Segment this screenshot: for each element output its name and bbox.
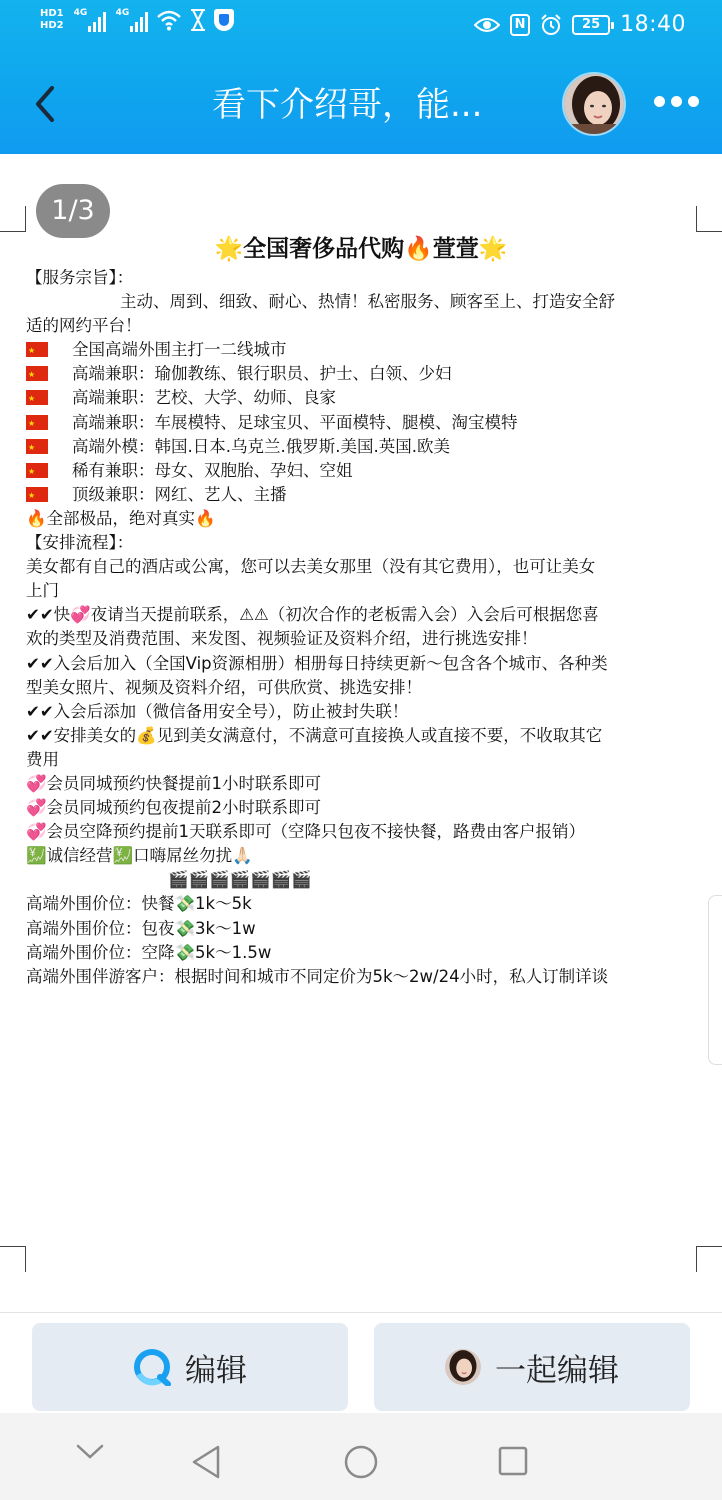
network-type-1: 4G — [73, 8, 88, 18]
system-nav-bar — [0, 1413, 722, 1500]
signal-1-icon — [73, 8, 106, 32]
doc-flag-line — [26, 386, 690, 410]
doc-line: 美女都有自己的酒店或公寓，您可以去美女那里（没有其它费用），也可让美女 — [26, 557, 596, 577]
page-title: 看下介绍哥，能... — [212, 85, 483, 125]
hd-indicator — [40, 8, 64, 32]
doc-flag-line — [26, 459, 690, 483]
clock: 18:40 — [620, 12, 686, 37]
doc-line: 上门 — [26, 581, 59, 601]
doc-line: 主动、周到、细致、耐心、热情！私密服务、顾客至上、打造安全舒 — [120, 292, 615, 312]
china-flag-icon — [26, 487, 48, 502]
doc-line-text: 高端兼职：车展模特、足球宝贝、平面模特、腿模、淘宝模特 — [72, 412, 518, 432]
document-body[interactable] — [26, 266, 690, 989]
doc-flag-line — [26, 338, 690, 362]
wifi-icon — [156, 9, 182, 31]
doc-line: ✔✔入会后加入（全国Vip资源相册）相册每日持续更新～包含各个城市、各种类 — [26, 653, 608, 673]
crop-mark-top-left — [0, 206, 26, 232]
shield-icon — [214, 9, 234, 31]
back-arrow-icon[interactable] — [28, 82, 68, 126]
edit-button-label: 编辑 — [185, 1352, 247, 1389]
avatar-image — [564, 74, 626, 136]
co-edit-button[interactable] — [374, 1323, 690, 1411]
nav-back-icon[interactable] — [190, 1445, 222, 1479]
china-flag-icon — [26, 415, 48, 430]
doc-line: 【服务宗旨】： — [26, 268, 134, 287]
doc-line: 【安排流程】： — [26, 533, 134, 553]
crop-mark-top-right — [696, 206, 722, 232]
doc-line-text: 全国高端外围主打一二线城市 — [72, 340, 287, 360]
doc-line-text: 高端兼职：艺校、大学、幼师、良家 — [72, 388, 336, 408]
doc-line: 欢的类型及消费范围、来发图、视频验证及资料介绍，进行挑选安排！ — [26, 629, 538, 649]
status-right — [474, 12, 686, 37]
doc-line: ✔✔安排美女的💰见到美女满意付，不满意可直接换人或直接不要，不收取其它 — [26, 725, 603, 745]
more-dots-icon[interactable] — [654, 96, 699, 107]
edit-button[interactable] — [32, 1323, 348, 1411]
crop-mark-bottom-right — [696, 1246, 722, 1272]
signal-2-icon — [115, 8, 148, 32]
doc-line: 型美女照片、视频及资料介绍，可供欣赏、挑选安排！ — [26, 677, 422, 697]
china-flag-icon — [26, 342, 48, 357]
nav-recent-icon[interactable] — [498, 1446, 528, 1476]
doc-flag-line — [26, 411, 690, 435]
china-flag-icon — [26, 439, 48, 454]
doc-line: 🎬🎬🎬🎬🎬🎬🎬 — [168, 870, 312, 890]
battery-icon: 25 — [572, 15, 610, 35]
avatar[interactable] — [562, 72, 626, 136]
china-flag-icon — [26, 463, 48, 478]
doc-flag-line — [26, 483, 690, 507]
doc-line: 适的网约平台！ — [26, 316, 142, 336]
doc-line: 高端外围价位：包夜💸3k～1w — [26, 918, 256, 938]
hourglass-icon — [190, 9, 206, 31]
network-type-2: 4G — [115, 8, 130, 18]
scroll-handle[interactable] — [708, 895, 722, 1065]
document-title: 🌟全国奢侈品代购🔥萱萱🌟 — [214, 236, 508, 262]
alarm-icon — [540, 14, 562, 36]
avatar-small — [445, 1349, 481, 1385]
doc-line: 高端外围伴游客户：根据时间和城市不同定价为5k～2w/24小时，私人订制详谈 — [26, 966, 609, 986]
doc-line: ✔✔快💞夜请当天提前联系，⚠⚠（初次合作的老板需入会）入会后可根据您喜 — [26, 605, 599, 625]
hd2-label: HD2 — [40, 20, 64, 31]
doc-line: 💞会员同城预约快餐提前1小时联系即可 — [26, 773, 322, 793]
nav-collapse-icon[interactable] — [76, 1443, 104, 1461]
doc-flag-line — [26, 362, 690, 386]
page-counter: 1/3 — [36, 184, 110, 238]
q-logo-icon — [133, 1348, 171, 1386]
doc-line-text: 稀有兼职：母女、双胞胎、孕妇、空姐 — [72, 460, 353, 480]
china-flag-icon — [26, 390, 48, 405]
doc-line: 💞会员空降预约提前1天联系即可（空降只包夜不接快餐，路费由客户报销） — [26, 822, 586, 842]
doc-flag-line — [26, 435, 690, 459]
avatar-small-image — [445, 1349, 481, 1385]
nfc-icon: N — [510, 14, 530, 36]
doc-line: 💹诚信经营💹口嗨屌丝勿扰🙏🏻 — [26, 846, 253, 866]
doc-line-text: 顶级兼职：网红、艺人、主播 — [72, 484, 287, 504]
china-flag-icon — [26, 366, 48, 381]
status-left — [40, 8, 234, 32]
eye-icon — [474, 16, 500, 34]
status-bar — [0, 0, 722, 55]
doc-line: 🔥全部极品，绝对真实🔥 — [26, 508, 216, 528]
doc-line: ✔✔入会后添加（微信备用安全号），防止被封失联！ — [26, 701, 409, 721]
doc-line: 高端外围价位：快餐💸1k～5k — [26, 894, 252, 914]
doc-line: 费用 — [26, 749, 59, 769]
doc-line-text: 高端外模：韩国.日本.乌克兰.俄罗斯.美国.英国.欧美 — [72, 436, 450, 456]
crop-mark-bottom-left — [0, 1246, 26, 1272]
doc-line: 高端外围价位：空降💸5k～1.5w — [26, 942, 272, 962]
bottom-toolbar — [0, 1313, 722, 1413]
doc-line: 💞会员同城预约包夜提前2小时联系即可 — [26, 798, 322, 818]
title-bar — [0, 0, 722, 154]
hd1-label: HD1 — [40, 8, 64, 19]
doc-line-text: 高端兼职：瑜伽教练、银行职员、护士、白领、少妇 — [72, 364, 452, 384]
nav-home-icon[interactable] — [344, 1445, 378, 1479]
co-edit-button-label: 一起编辑 — [495, 1352, 619, 1389]
